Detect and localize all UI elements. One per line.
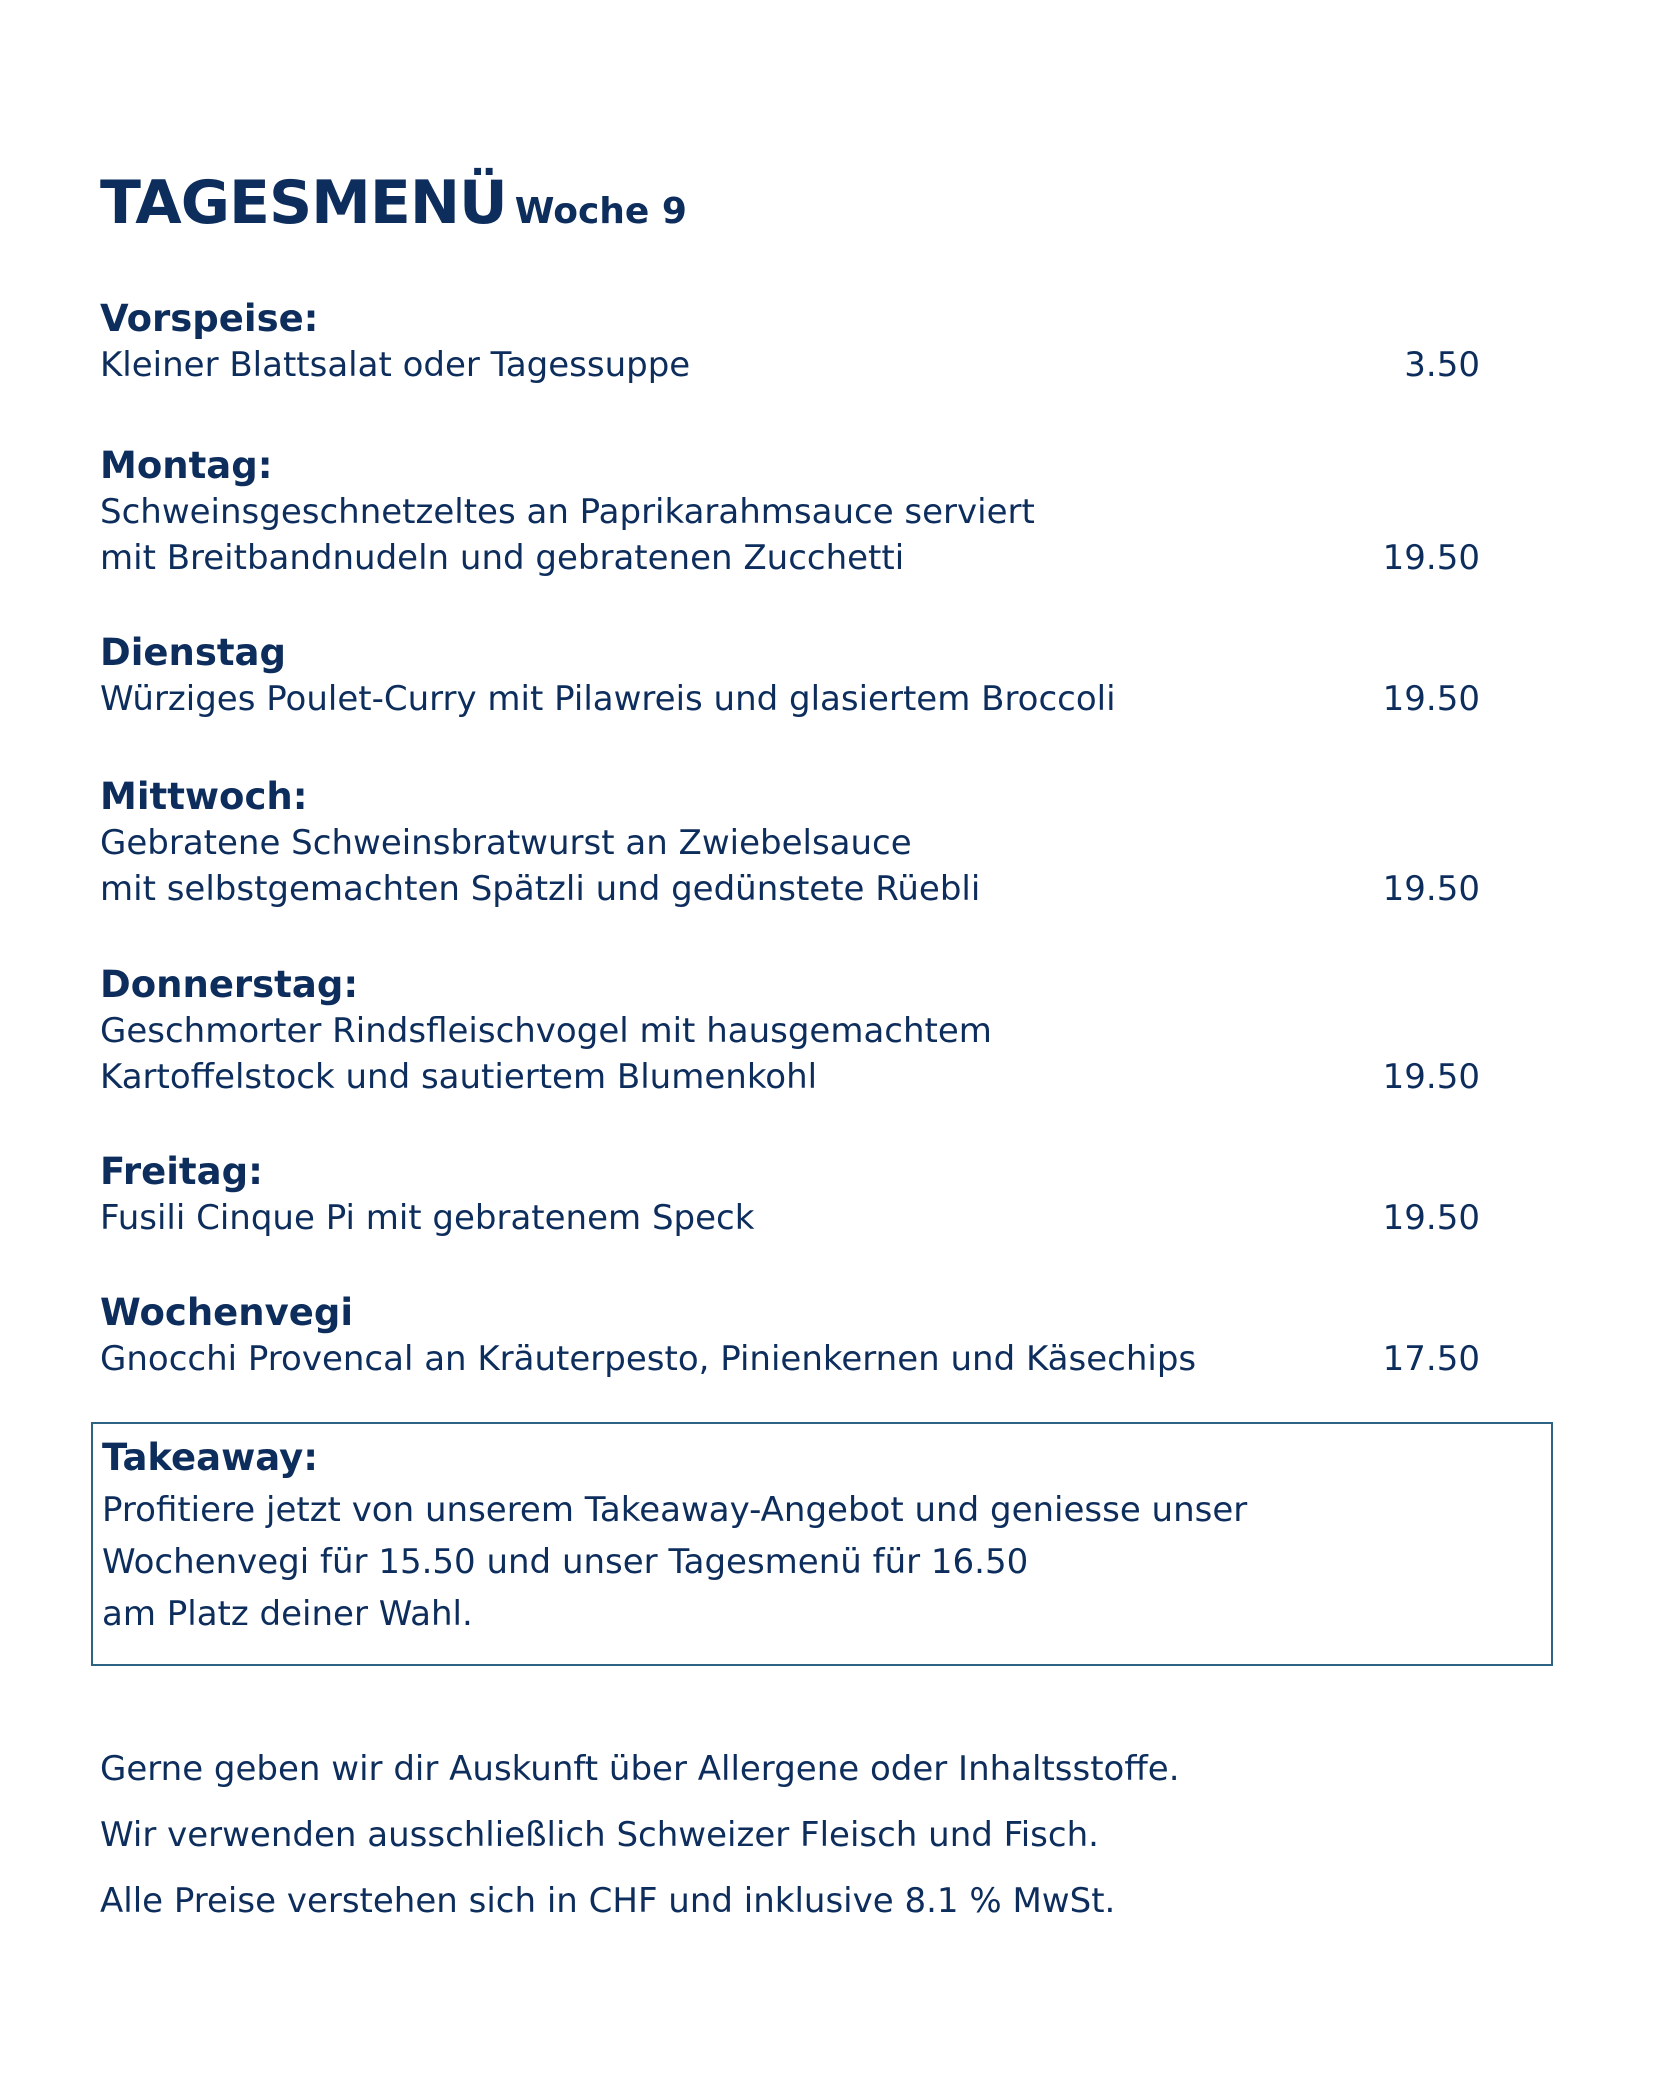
- section-heading: Mittwoch:: [100, 775, 308, 818]
- takeaway-box: [91, 1422, 1553, 1666]
- dish-price: 17.50: [1382, 1339, 1480, 1379]
- dish-description: Gebratene Schweinsbratwurst an Zwiebelsauce: [100, 823, 912, 863]
- section-heading: Freitag:: [100, 1150, 263, 1193]
- menu-section-dienstag: [100, 630, 1480, 722]
- menu-section-montag: [100, 443, 1480, 581]
- page-title: [100, 168, 687, 238]
- dish-price: 19.50: [1382, 1198, 1480, 1238]
- dish-description: mit selbstgemachten Spätzli und gedünstete Rüebli: [100, 869, 981, 909]
- section-heading: Wochenvegi: [100, 1291, 354, 1334]
- dish-price: 3.50: [1404, 345, 1480, 385]
- takeaway-text: Profitiere jetzt von unserem Takeaway-Angebot und geniesse unser: [102, 1490, 1248, 1530]
- footer-note-meat-origin: Wir verwenden ausschließlich Schweizer Fleisch und Fisch.: [100, 1815, 1099, 1855]
- title-main: TAGESMENÜ: [100, 168, 507, 238]
- dish-description: mit Breitbandnudeln und gebratenen Zucchetti: [100, 538, 905, 578]
- dish-price: 19.50: [1382, 1057, 1480, 1097]
- section-heading: Dienstag: [100, 631, 286, 674]
- menu-section-wochenvegi: [100, 1290, 1480, 1382]
- menu-section-donnerstag: [100, 962, 1480, 1100]
- footer-notes: [100, 1736, 1180, 1934]
- dish-description: Schweinsgeschnetzeltes an Paprikarahmsauce serviert: [100, 492, 1035, 532]
- dish-description: Kleiner Blattsalat oder Tagessuppe: [100, 345, 691, 385]
- dish-description: Würziges Poulet-Curry mit Pilawreis und glasiertem Broccoli: [100, 679, 1116, 719]
- dish-price: 19.50: [1382, 679, 1480, 719]
- dish-description: Kartoffelstock und sautiertem Blumenkohl: [100, 1057, 818, 1097]
- menu-section-freitag: [100, 1149, 1480, 1241]
- dish-description: Gnocchi Provencal an Kräuterpesto, Pinienkernen und Käsechips: [100, 1339, 1197, 1379]
- section-heading: Montag:: [100, 444, 273, 487]
- takeaway-text: am Platz deiner Wahl.: [102, 1594, 473, 1634]
- dish-description: Geschmorter Rindsfleischvogel mit hausgemachtem: [100, 1011, 992, 1051]
- takeaway-text: Wochenvegi für 15.50 und unser Tagesmenü für 16.50: [102, 1542, 1029, 1582]
- section-heading: Vorspeise:: [100, 297, 319, 340]
- dish-price: 19.50: [1382, 869, 1480, 909]
- week-label: Woche 9: [514, 191, 687, 232]
- footer-note-allergens: Gerne geben wir dir Auskunft über Allergene oder Inhaltsstoffe.: [100, 1749, 1180, 1789]
- footer-note-prices: Alle Preise verstehen sich in CHF und inklusive 8.1 % MwSt.: [100, 1881, 1116, 1921]
- dish-description: Fusili Cinque Pi mit gebratenem Speck: [100, 1198, 755, 1238]
- dish-price: 19.50: [1382, 538, 1480, 578]
- menu-section-vorspeise: [100, 296, 1480, 388]
- takeaway-heading: Takeaway:: [102, 1436, 319, 1479]
- section-heading: Donnerstag:: [100, 963, 359, 1006]
- menu-section-mittwoch: [100, 774, 1480, 912]
